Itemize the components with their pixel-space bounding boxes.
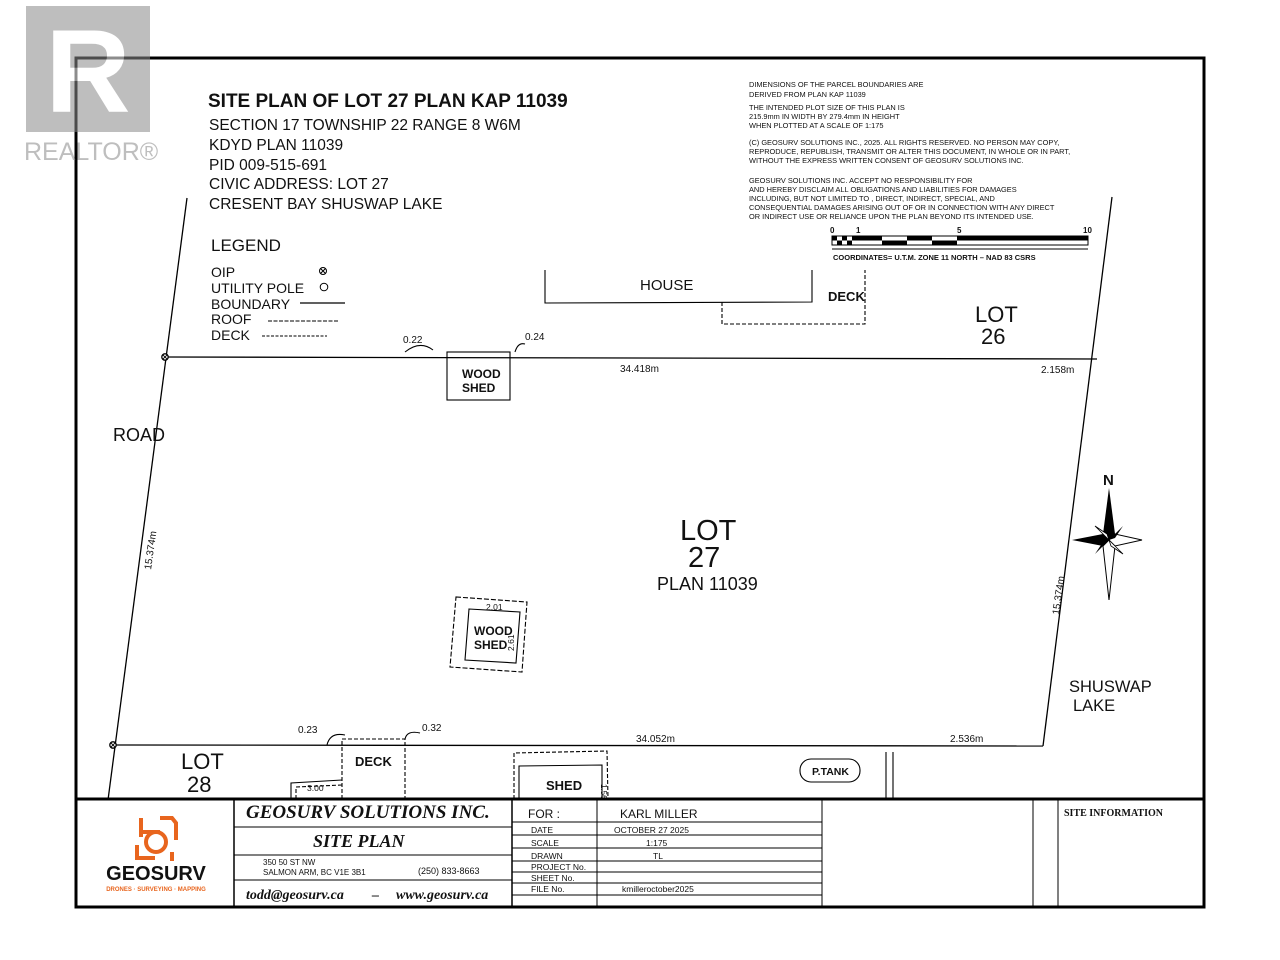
scale-tick-label: 1 [856,226,861,235]
legend-title: LEGEND [211,236,281,255]
dimension-offset: 0.24 [525,332,545,343]
note-line: THE INTENDED PLOT SIZE OF THIS PLAN IS [749,103,905,112]
dimension-shed-side: 1.56 [599,784,608,800]
woodshed-label: WOOD [462,367,501,381]
geosurv-wordmark: GEOSURV [106,863,206,885]
offset-leader [515,344,525,352]
dimension-shed-height: 2.61 [506,634,516,651]
shed-label: SHED [546,778,583,793]
dimension-offset: 0.32 [422,723,442,734]
for-label: FOR : [528,807,560,821]
info-label-date: DATE [531,825,554,835]
note-line: REPRODUCE, REPUBLISH, TRANSMIT OR ALTER THIS DOCUMENT, IN WHOLE OR IN PART, [749,147,1071,156]
dimension-offset: 0.22 [403,335,423,346]
north-arrow-icon [1072,472,1142,600]
realtor-watermark [24,6,159,166]
coordinate-system: COORDINATES= U.T.M. ZONE 11 NORTH – NAD 83 CSRS [833,253,1036,262]
info-value-date: OCTOBER 27 2025 [614,825,689,835]
note-line: DERIVED FROM PLAN KAP 11039 [749,90,866,99]
note-line: INCLUDING, BUT NOT LIMITED TO , DIRECT, INDIRECT, SPECIAL, AND [749,194,995,203]
structures [291,270,893,799]
lot-26-number: 26 [981,324,1006,349]
dimension-deck-width: 3.00 [307,783,324,793]
info-value-scale: 1:175 [646,838,668,848]
company-phone: (250) 833-8663 [418,866,480,876]
info-value-file: kmilleroctober2025 [622,884,694,894]
dimension-west: 15.374m [143,530,160,571]
site-information-heading: SITE INFORMATION [1064,808,1163,819]
info-label-file: FILE No. [531,884,565,894]
north-label: N [1103,472,1114,489]
info-label-drawn: DRAWN [531,851,563,861]
company-address: 350 50 ST NW [263,858,316,867]
realtor-wordmark: REALTOR® [24,138,159,166]
info-value-drawn: TL [653,851,663,861]
plan-notes [749,80,1070,221]
deck-bottom-outline [342,739,405,799]
note-line: (C) GEOSURV SOLUTIONS INC., 2025. ALL RIGHTS RESERVED. NO PERSON MAY COPY, [749,138,1060,147]
offset-leader [405,732,420,739]
company-separator: – [372,888,379,903]
woodshed-label: WOOD [474,624,513,638]
note-line: WITHOUT THE EXPRESS WRITTEN CONSENT OF GEOSURV SOLUTIONS INC. [749,156,1024,165]
legend [211,236,304,343]
woodshed-label: SHED [462,381,496,395]
info-label-project: PROJECT No. [531,862,587,872]
company-name: GEOSURV SOLUTIONS INC. [246,802,490,823]
info-label-sheet: SHEET No. [531,873,575,883]
geosurv-tagline: DRONES · SURVEYING · MAPPING [106,887,206,893]
scale-bar [830,226,1092,262]
plan-title: SITE PLAN OF LOT 27 PLAN KAP 11039 [208,91,568,112]
lake-label: SHUSWAP [1069,678,1152,696]
legend-item-deck: DECK [211,327,250,343]
info-label-scale: SCALE [531,838,559,848]
geosurv-logo [106,818,206,893]
plan-subtitle-line: CIVIC ADDRESS: LOT 27 [209,176,389,193]
client-name: KARL MILLER [620,807,698,821]
lot-27-plan: PLAN 11039 [657,574,758,594]
company-email: todd@geosurv.ca [246,888,344,903]
dimension-south-right: 2.536m [950,734,984,745]
dimension-shed-width: 2.01 [486,602,503,612]
note-line: GEOSURV SOLUTIONS INC. ACCEPT NO RESPONSIBILITY FOR [749,176,973,185]
north-boundary-line [165,357,1097,359]
geosurv-logo-icon [137,818,176,861]
legend-item-boundary: BOUNDARY [211,296,291,312]
propane-tank-label: P.TANK [812,766,849,778]
lot-27-label: LOT [680,515,737,547]
plan-subtitle-line: SECTION 17 TOWNSHIP 22 RANGE 8 W6M [209,117,521,134]
dimension-south: 34.052m [636,734,675,745]
company-website: www.geosurv.ca [396,888,489,903]
east-boundary-line [1043,197,1112,746]
dimension-north: 34.418m [620,364,659,375]
note-line: OR INDIRECT USE OR RELIANCE UPON THE PLAN BEYOND ITS INTENDED USE. [749,212,1034,221]
dimension-north-right: 2.158m [1041,365,1075,376]
dimension-offset: 0.23 [298,725,318,736]
road-label: ROAD [113,425,166,445]
scale-tick-label: 5 [957,226,962,235]
realtor-logo-letter: R [45,6,131,138]
legend-item-utility-pole: UTILITY POLE [211,280,305,296]
legend-item-roof: ROOF [211,311,252,327]
legend-item-oip: OIP [211,264,236,280]
lot-28-number: 28 [187,772,212,797]
lot-27-number: 27 [688,542,721,574]
woodshed-label: SHED [474,638,508,652]
plan-subtitle-line: PID 009-515-691 [209,157,328,174]
deck-label: DECK [355,754,392,769]
utility-pole-icon [320,283,328,291]
road-boundary-line [108,198,187,800]
south-boundary-line [113,745,1043,746]
fence-post [886,752,893,799]
lot-28-label: LOT [181,749,224,774]
note-line: DIMENSIONS OF THE PARCEL BOUNDARIES ARE [749,80,924,89]
company-address: SALMON ARM, BC V1E 3B1 [263,868,366,877]
note-line: WHEN PLOTTED AT A SCALE OF 1:175 [749,121,884,130]
scale-tick-label: 0 [830,226,835,235]
offset-leader [405,345,433,352]
document-title: SITE PLAN [313,831,405,851]
note-line: 215.9mm IN WIDTH BY 279.4mm IN HEIGHT [749,112,900,121]
dimension-east: 15.374m [1051,575,1068,616]
lake-label: LAKE [1073,697,1116,715]
plan-subtitle-line: KDYD PLAN 11039 [209,137,344,154]
lot-26-label: LOT [975,302,1018,327]
note-line: CONSEQUENTIAL DAMAGES ARISING OUT OF OR IN CONNECTION WITH ANY DIRECT [749,203,1055,212]
scale-tick-label: 10 [1083,226,1092,235]
deck-label: DECK [828,289,865,304]
plan-subtitle-line: CRESENT BAY SHUSWAP LAKE [209,196,443,213]
house-label: HOUSE [640,277,694,294]
note-line: AND HEREBY DISCLAIM ALL OBLIGATIONS AND LIABILITIES FOR DAMAGES [749,185,1017,194]
